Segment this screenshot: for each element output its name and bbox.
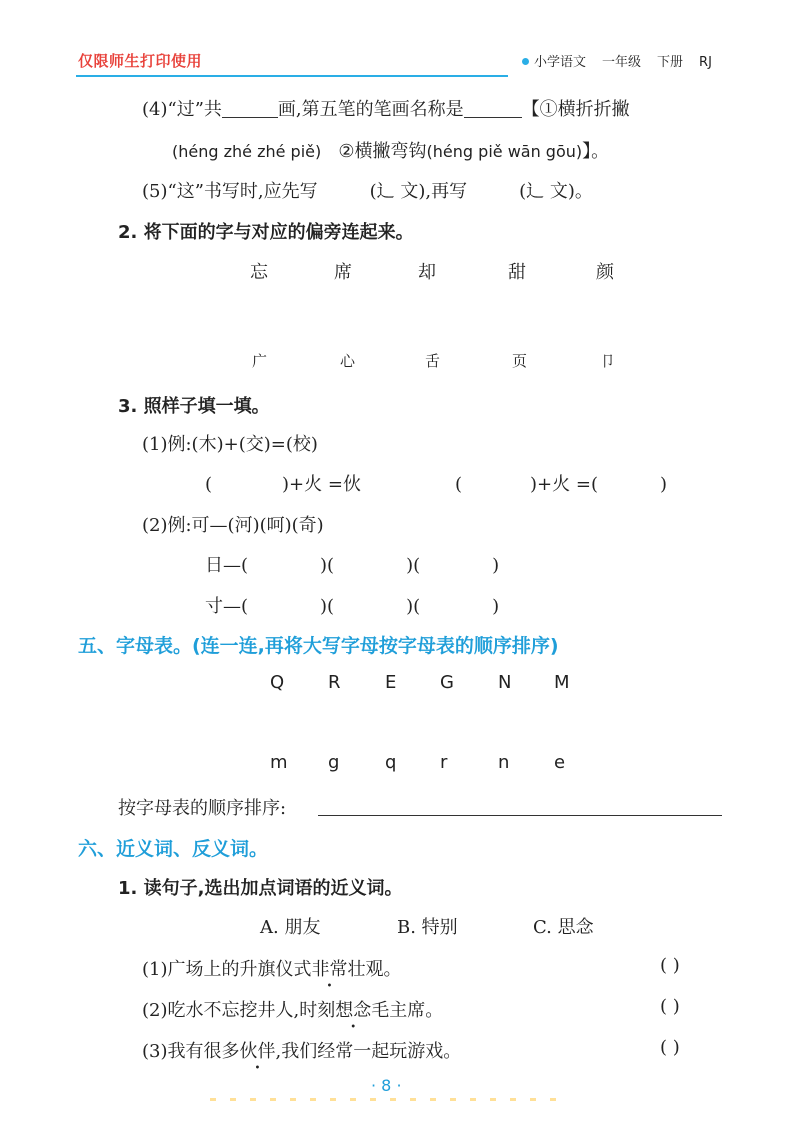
question-2-title: 2. 将下面的字与对应的偏旁连起来。 bbox=[118, 222, 414, 243]
fill-row-1-right: ( )+火 =( ) bbox=[455, 474, 667, 495]
footer-decoration bbox=[210, 1098, 570, 1101]
emphasized-word: 想念 bbox=[335, 1000, 372, 1021]
question-5: (5)“这”书写时,应先写 (辶 文),再写 (辶 文)。 bbox=[142, 181, 593, 202]
radical[interactable]: 舌 bbox=[425, 352, 441, 370]
radical[interactable]: 心 bbox=[340, 352, 356, 370]
radical[interactable]: 页 bbox=[512, 352, 528, 370]
top-char[interactable]: 忘 bbox=[250, 262, 268, 283]
fill-row-ri: 日—( )( )( ) bbox=[205, 555, 500, 576]
lower-letter[interactable]: q bbox=[385, 752, 397, 773]
option-c: C. 思念 bbox=[533, 917, 594, 938]
upper-letter[interactable]: N bbox=[498, 672, 512, 693]
upper-letter[interactable]: G bbox=[440, 672, 454, 693]
top-char[interactable]: 却 bbox=[418, 262, 436, 283]
lower-letter[interactable]: g bbox=[328, 752, 340, 773]
lower-letter[interactable]: n bbox=[498, 752, 510, 773]
example-1: (1)例:(木)+(交)=(校) bbox=[142, 434, 318, 455]
answer-paren[interactable]: ( ) bbox=[660, 955, 680, 976]
upper-letter[interactable]: R bbox=[328, 672, 341, 693]
sentence-2: (2)吃水不忘挖井人,时刻想念毛主席。 bbox=[142, 996, 443, 1022]
question-3-title: 3. 照样子填一填。 bbox=[118, 396, 270, 417]
blank-stroke-count[interactable] bbox=[222, 99, 278, 118]
fill-row-1-left: ( )+火 =伙 bbox=[205, 474, 361, 495]
book-info bbox=[522, 51, 712, 70]
question-4: (4)“过”共 画,第五笔的笔画名称是 【①横折折撇 bbox=[142, 99, 630, 120]
lower-letter[interactable]: m bbox=[270, 752, 288, 773]
answer-paren[interactable]: ( ) bbox=[660, 1037, 680, 1058]
upper-letter[interactable]: E bbox=[385, 672, 397, 693]
upper-letter[interactable]: M bbox=[554, 672, 570, 693]
radical[interactable]: 卩 bbox=[600, 352, 616, 370]
header-divider bbox=[76, 75, 508, 77]
sentence-3: (3)我有很多伙伴,我们经常一起玩游戏。 bbox=[142, 1037, 461, 1063]
fill-row-cun: 寸—( )( )( ) bbox=[205, 596, 500, 617]
order-answer-line[interactable] bbox=[318, 815, 722, 816]
section-6-title: 六、近义词、反义词。 bbox=[78, 838, 269, 860]
blank-stroke-name[interactable] bbox=[464, 99, 522, 118]
page-number: · 8 · bbox=[371, 1076, 402, 1095]
sentence-1: (1)广场上的升旗仪式非常壮观。 bbox=[142, 955, 402, 981]
upper-letter[interactable]: Q bbox=[270, 672, 285, 693]
example-2: (2)例:可—(河)(呵)(奇) bbox=[142, 515, 324, 536]
lower-letter[interactable]: e bbox=[554, 752, 566, 773]
option-b: B. 特别 bbox=[397, 917, 458, 938]
radical[interactable]: 广 bbox=[252, 352, 268, 370]
question-1-title: 1. 读句子,选出加点词语的近义词。 bbox=[118, 878, 403, 899]
subject: 小学语文 bbox=[534, 55, 587, 70]
grade: 一年级 bbox=[602, 55, 642, 70]
edition: RJ bbox=[699, 55, 712, 70]
option-a: A. 朋友 bbox=[260, 917, 321, 938]
lower-letter[interactable]: r bbox=[440, 752, 448, 773]
section-5-title: 五、字母表。(连一连,再将大写字母按字母表的顺序排序) bbox=[78, 635, 559, 657]
top-char[interactable]: 颜 bbox=[596, 262, 614, 283]
order-label: 按字母表的顺序排序: bbox=[118, 798, 287, 819]
print-notice: 仅限师生打印使用 bbox=[78, 52, 203, 70]
emphasized-word: 非常 bbox=[311, 959, 348, 980]
emphasized-word: 伙伴 bbox=[239, 1041, 276, 1062]
question-4-options: (héng zhé zhé piě) ②横撇弯钩(héng piě wān gōu)】。 bbox=[172, 141, 610, 162]
volume: 下册 bbox=[657, 55, 684, 70]
bullet-icon bbox=[522, 58, 529, 65]
top-char[interactable]: 甜 bbox=[508, 262, 526, 283]
top-char[interactable]: 席 bbox=[334, 262, 352, 283]
answer-paren[interactable]: ( ) bbox=[660, 996, 680, 1017]
